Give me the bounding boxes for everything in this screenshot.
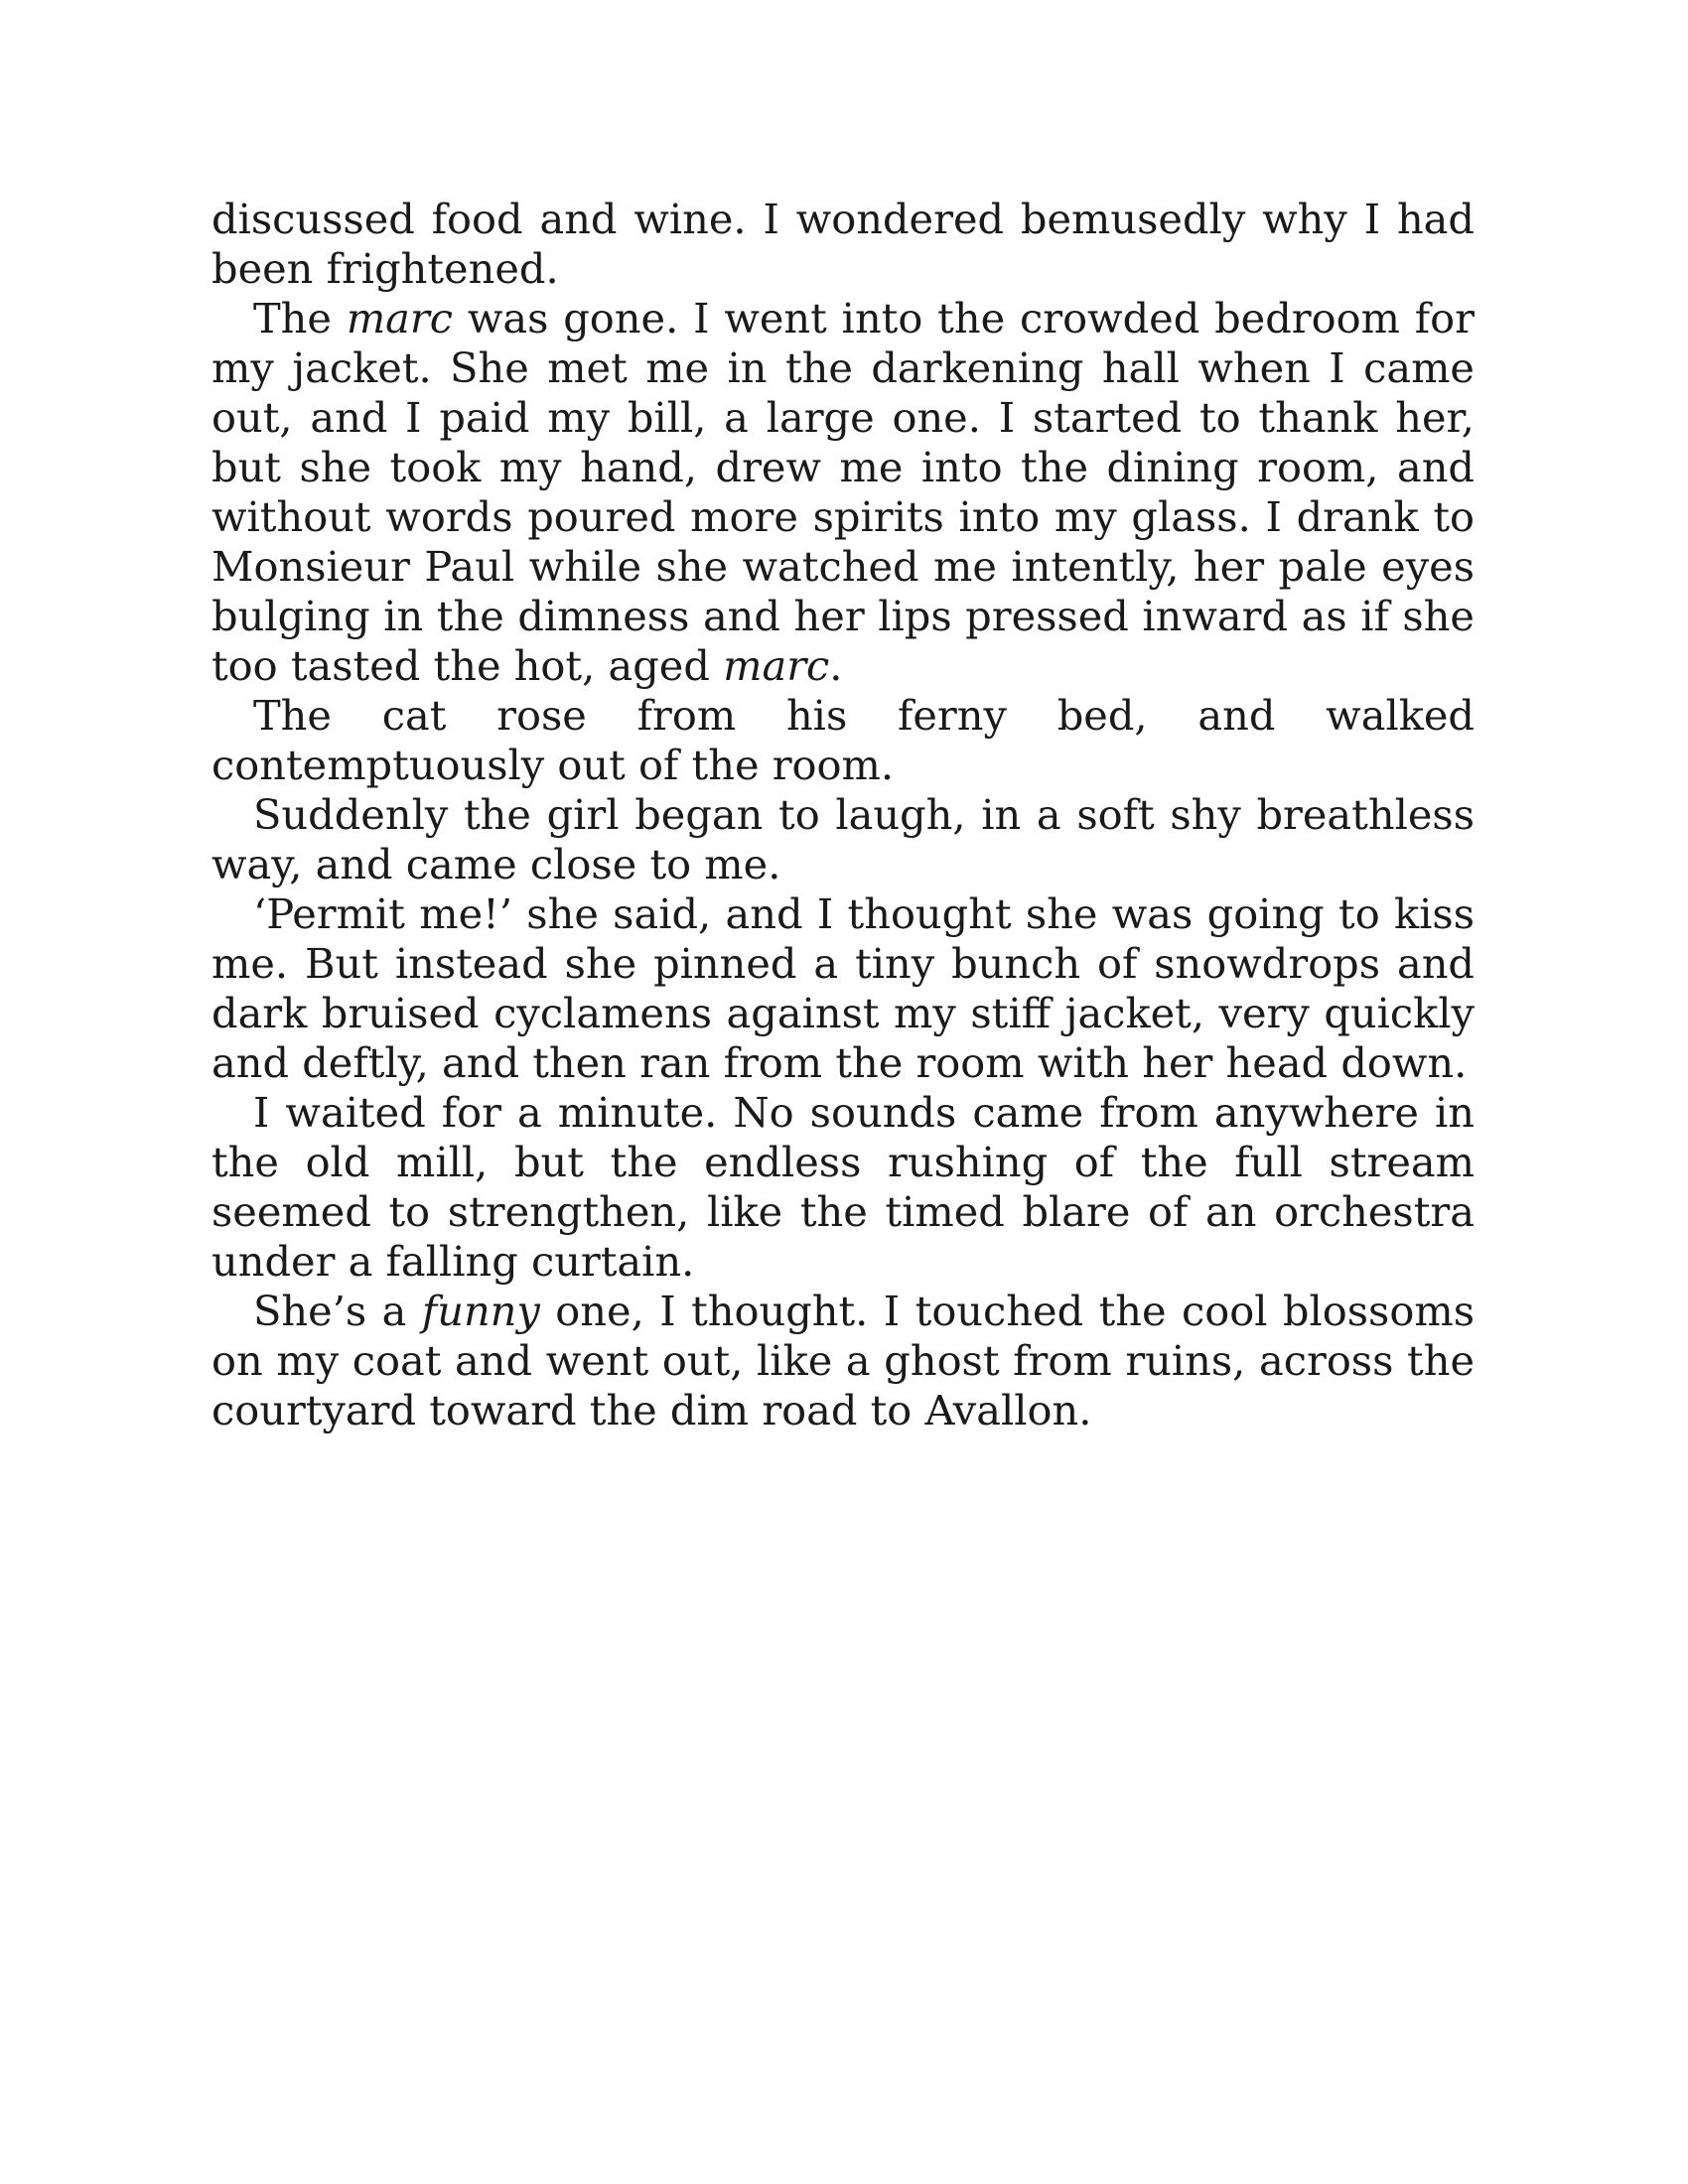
paragraph-4-text: Suddenly the girl began to laugh, in a soft shy breathless way, and came close to me. (211, 790, 1475, 888)
paragraph-3-text: The cat rose from his ferny bed, and walked contemptuously out of the room. (211, 691, 1475, 789)
paragraph-5-text: ‘Permit me!’ she said, and I thought she was going to kiss me. But instead she pinned a tiny bunch of snowdrops and dark bruised cyclamens against my stiff jacket, very quickly and deftly, and then ran from the room with her head down. (211, 889, 1475, 1087)
page-body (211, 195, 1475, 1435)
paragraph-2-text-c: was gone. I went into the crowded bedroom for my jacket. She met me in the darkening hall when I came out, and I paid my bill, a large one. I started to thank her, but she took my hand, drew me into the dining room, and without words poured more spirits into my glass. I drank to Monsieur Paul while she watched me intently, her pale eyes bulging in the dimness and her lips pressed inward as if she too tasted the hot, aged (211, 294, 1475, 690)
paragraph-7-italic-funny: funny (421, 1287, 540, 1335)
paragraph-2-italic-marc-2: marc (723, 641, 830, 690)
paragraph-2-text-a: The (253, 294, 347, 342)
paragraph-7-text-a: She’s a (253, 1287, 422, 1335)
paragraph-2 (211, 294, 1475, 691)
paragraph-7-text-c: one, I thought. I touched the cool blossoms on my coat and went out, like a ghost from ruins, across the courtyard toward the dim road to Avallon. (211, 1287, 1475, 1434)
paragraph-1-text: discussed food and wine. I wondered bemusedly why I had been frightened. (211, 195, 1475, 293)
paragraph-6 (211, 1088, 1475, 1287)
paragraph-2-italic-marc: marc (346, 294, 453, 342)
paragraph-7 (211, 1287, 1475, 1435)
paragraph-6-text: I waited for a minute. No sounds came from anywhere in the old mill, but the endless rushing of the full stream seemed to strengthen, like the timed blare of an orchestra under a falling curtain. (211, 1088, 1475, 1286)
paragraph-3 (211, 691, 1475, 790)
paragraph-4 (211, 790, 1475, 889)
paragraph-1 (211, 195, 1475, 294)
paragraph-5 (211, 889, 1475, 1088)
paragraph-2-text-e: . (829, 641, 843, 690)
